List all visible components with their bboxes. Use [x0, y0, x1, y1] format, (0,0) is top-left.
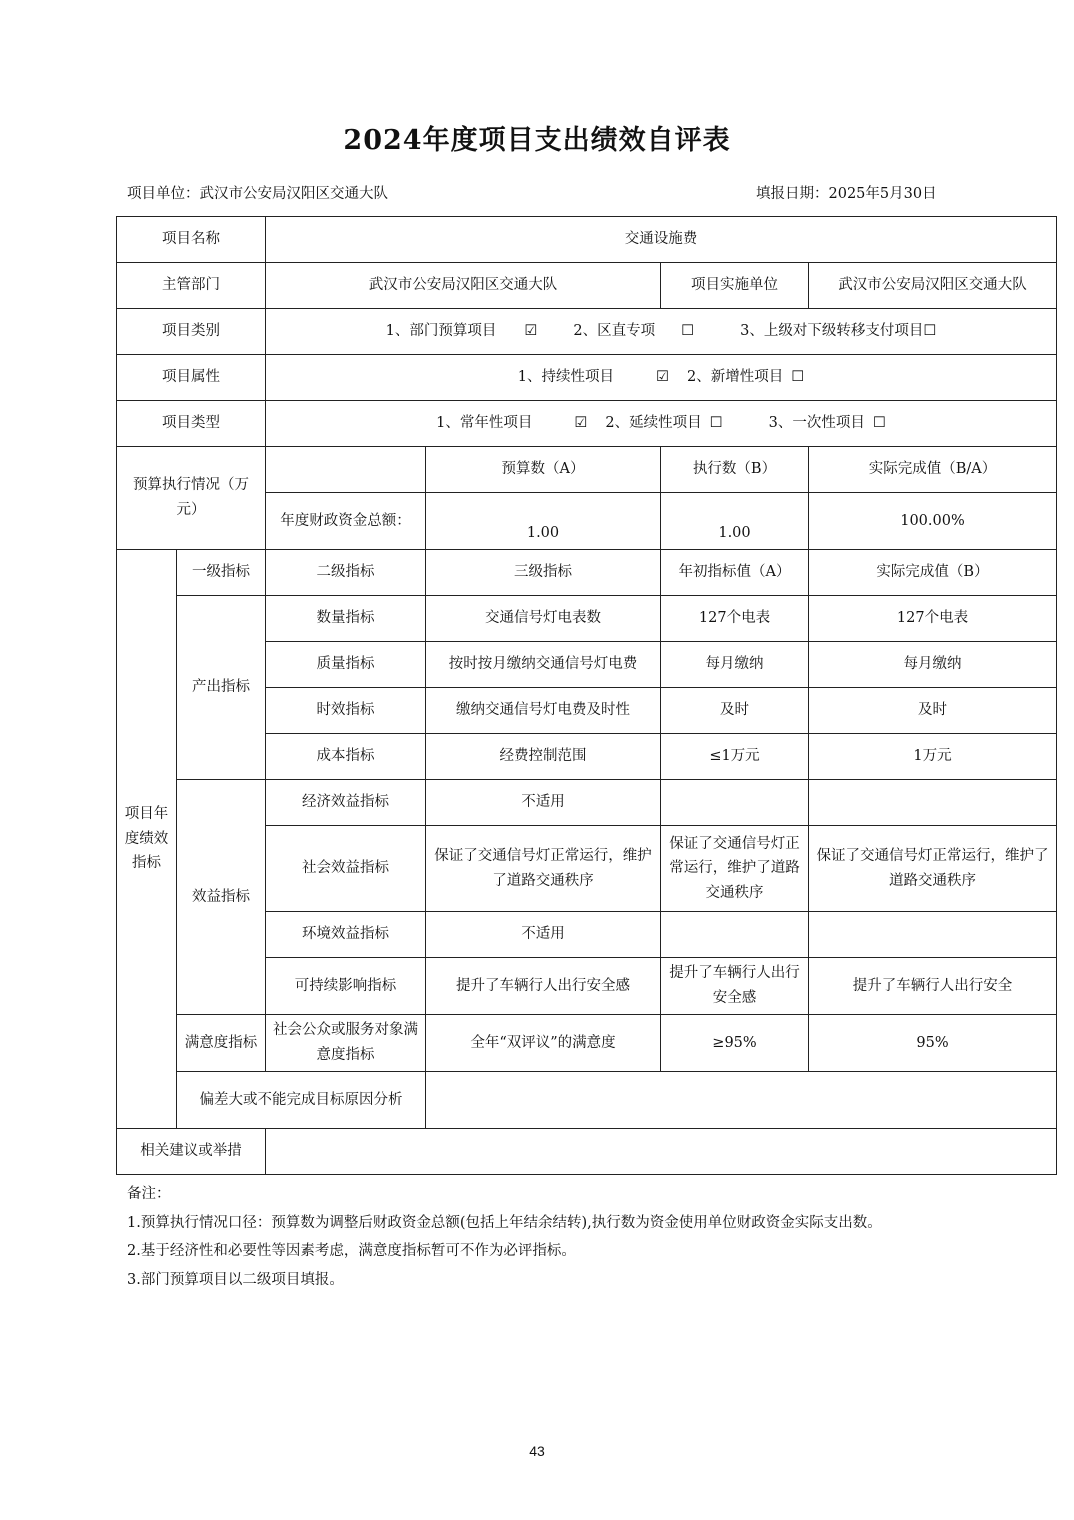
type-options	[266, 401, 1057, 447]
impl-unit-label: 项目实施单位	[661, 263, 809, 309]
indicator-level3: 缴纳交通信号灯电费及时性	[426, 688, 661, 734]
table-row	[117, 596, 1057, 642]
benefit-indicators-label: 效益指标	[177, 780, 266, 1015]
table-row	[117, 1015, 1057, 1072]
indicator-level3: 全年“双评议”的满意度	[426, 1015, 661, 1072]
report-date: 填报日期：2025年5月30日	[756, 186, 937, 202]
indicator-actual: 95%	[809, 1015, 1057, 1072]
checkbox-empty-icon[interactable]: ☐	[791, 369, 805, 386]
indicator-level3: 不适用	[426, 780, 661, 826]
category-option-district: 2、区直专项	[573, 323, 656, 340]
note-item: 3.部门预算项目以二级项目填报。	[127, 1271, 344, 1288]
attribute-option-continuous: 1、持续性项目	[517, 369, 614, 386]
indicator-actual	[809, 912, 1057, 958]
page-title: 2024年度项目支出绩效自评表	[343, 125, 731, 156]
indicator-target: 及时	[661, 688, 809, 734]
level2-header: 二级指标	[266, 550, 426, 596]
notes	[127, 1180, 882, 1294]
completion-rate-col-header: 实际完成值（B/A）	[809, 447, 1057, 493]
indicator-level2: 社会公众或服务对象满意度指标	[266, 1015, 426, 1072]
indicator-level2: 成本指标	[266, 734, 426, 780]
target-value-header: 年初指标值（A）	[661, 550, 809, 596]
indicator-target: 提升了车辆行人出行安全感	[661, 958, 809, 1015]
suggestion-label: 相关建议或举措	[117, 1129, 266, 1175]
indicator-level2: 数量指标	[266, 596, 426, 642]
attribute-option-new: 2、新增性项目	[687, 369, 784, 386]
indicator-actual: 及时	[809, 688, 1057, 734]
indicator-target: ≤1万元	[661, 734, 809, 780]
checkbox-checked-icon[interactable]: ☑	[574, 415, 588, 432]
indicator-actual: 每月缴纳	[809, 642, 1057, 688]
page-number: 43	[529, 1443, 545, 1459]
attribute-label: 项目属性	[117, 355, 266, 401]
budget-col-header: 预算数（A）	[426, 447, 661, 493]
project-name-value: 交通设施费	[266, 217, 1057, 263]
indicator-actual: 保证了交通信号灯正常运行，维护了道路交通秩序	[809, 826, 1057, 912]
actual-value-header: 实际完成值（B）	[809, 550, 1057, 596]
indicator-level3: 不适用	[426, 912, 661, 958]
level1-header: 一级指标	[177, 550, 266, 596]
indicator-level3: 提升了车辆行人出行安全感	[426, 958, 661, 1015]
impl-unit-value: 武汉市公安局汉阳区交通大队	[809, 263, 1057, 309]
project-name-label: 项目名称	[117, 217, 266, 263]
project-unit: 项目单位：武汉市公安局汉阳区交通大队	[127, 186, 388, 202]
type-label: 项目类型	[117, 401, 266, 447]
checkbox-empty-icon[interactable]: ☐	[681, 323, 695, 340]
dept-value: 武汉市公安局汉阳区交通大队	[266, 263, 661, 309]
indicator-level2: 环境效益指标	[266, 912, 426, 958]
checkbox-empty-icon[interactable]: ☐	[709, 415, 723, 432]
evaluation-table	[116, 216, 1057, 1175]
indicator-target: 127个电表	[661, 596, 809, 642]
deviation-analysis-label: 偏差大或不能完成目标原因分析	[177, 1072, 426, 1129]
attribute-options	[266, 355, 1057, 401]
checkbox-empty-icon[interactable]: ☐	[872, 415, 886, 432]
type-option-extended: 2、延续性项目	[605, 415, 702, 432]
indicator-actual: 1万元	[809, 734, 1057, 780]
level3-header: 三级指标	[426, 550, 661, 596]
indicator-level3: 经费控制范围	[426, 734, 661, 780]
category-option-transfer: 3、上级对下级转移支付项目	[740, 323, 924, 340]
indicator-level2: 社会效益指标	[266, 826, 426, 912]
category-options	[266, 309, 1057, 355]
satisfaction-indicators-label: 满意度指标	[177, 1015, 266, 1072]
table-row	[117, 780, 1057, 826]
budget-blank-header	[266, 447, 426, 493]
checkbox-checked-icon[interactable]: ☑	[524, 323, 538, 340]
annual-indicators-label	[117, 550, 177, 1129]
indicator-target	[661, 780, 809, 826]
indicator-level2: 可持续影响指标	[266, 958, 426, 1015]
indicator-actual: 提升了车辆行人出行安全	[809, 958, 1057, 1015]
indicator-target: 保证了交通信号灯正常运行，维护了道路交通秩序	[661, 826, 809, 912]
indicator-level2: 质量指标	[266, 642, 426, 688]
indicator-actual	[809, 780, 1057, 826]
indicator-target: ≥95%	[661, 1015, 809, 1072]
execution-amount: 1.00	[661, 493, 809, 550]
type-option-annual: 1、常年性项目	[436, 415, 533, 432]
indicator-level2: 时效指标	[266, 688, 426, 734]
note-item: 2.基于经济性和必要性等因素考虑，满意度指标暂可不作为必评指标。	[127, 1243, 576, 1259]
annual-funds-label: 年度财政资金总额：	[266, 493, 426, 550]
category-option-dept-budget: 1、部门预算项目	[385, 323, 497, 340]
type-option-onetime: 3、一次性项目	[768, 415, 865, 432]
indicator-level3: 交通信号灯电表数	[426, 596, 661, 642]
notes-heading: 备注：	[127, 1186, 171, 1202]
suggestion-value	[266, 1129, 1057, 1175]
output-indicators-label: 产出指标	[177, 596, 266, 780]
checkbox-checked-icon[interactable]: ☑	[656, 369, 669, 386]
indicator-level3: 保证了交通信号灯正常运行，维护了道路交通秩序	[426, 826, 661, 912]
indicator-level2: 经济效益指标	[266, 780, 426, 826]
budget-amount: 1.00	[426, 493, 661, 550]
indicator-target: 每月缴纳	[661, 642, 809, 688]
completion-rate-value: 100.00%	[809, 493, 1057, 550]
note-item: 1.预算执行情况口径：预算数为调整后财政资金总额(包括上年结余结转),执行数为资金使用单位财政资金实际支出数。	[127, 1214, 882, 1231]
indicator-actual: 127个电表	[809, 596, 1057, 642]
indicator-target	[661, 912, 809, 958]
category-label: 项目类别	[117, 309, 266, 355]
execution-col-header: 执行数（B）	[661, 447, 809, 493]
annual-indicators-text: 项目年度绩效指标	[124, 806, 169, 872]
dept-label: 主管部门	[117, 263, 266, 309]
indicator-level3: 按时按月缴纳交通信号灯电费	[426, 642, 661, 688]
deviation-analysis-value	[426, 1072, 1057, 1129]
budget-execution-label: 预算执行情况（万元）	[117, 447, 266, 550]
checkbox-empty-icon[interactable]: ☐	[923, 323, 937, 340]
